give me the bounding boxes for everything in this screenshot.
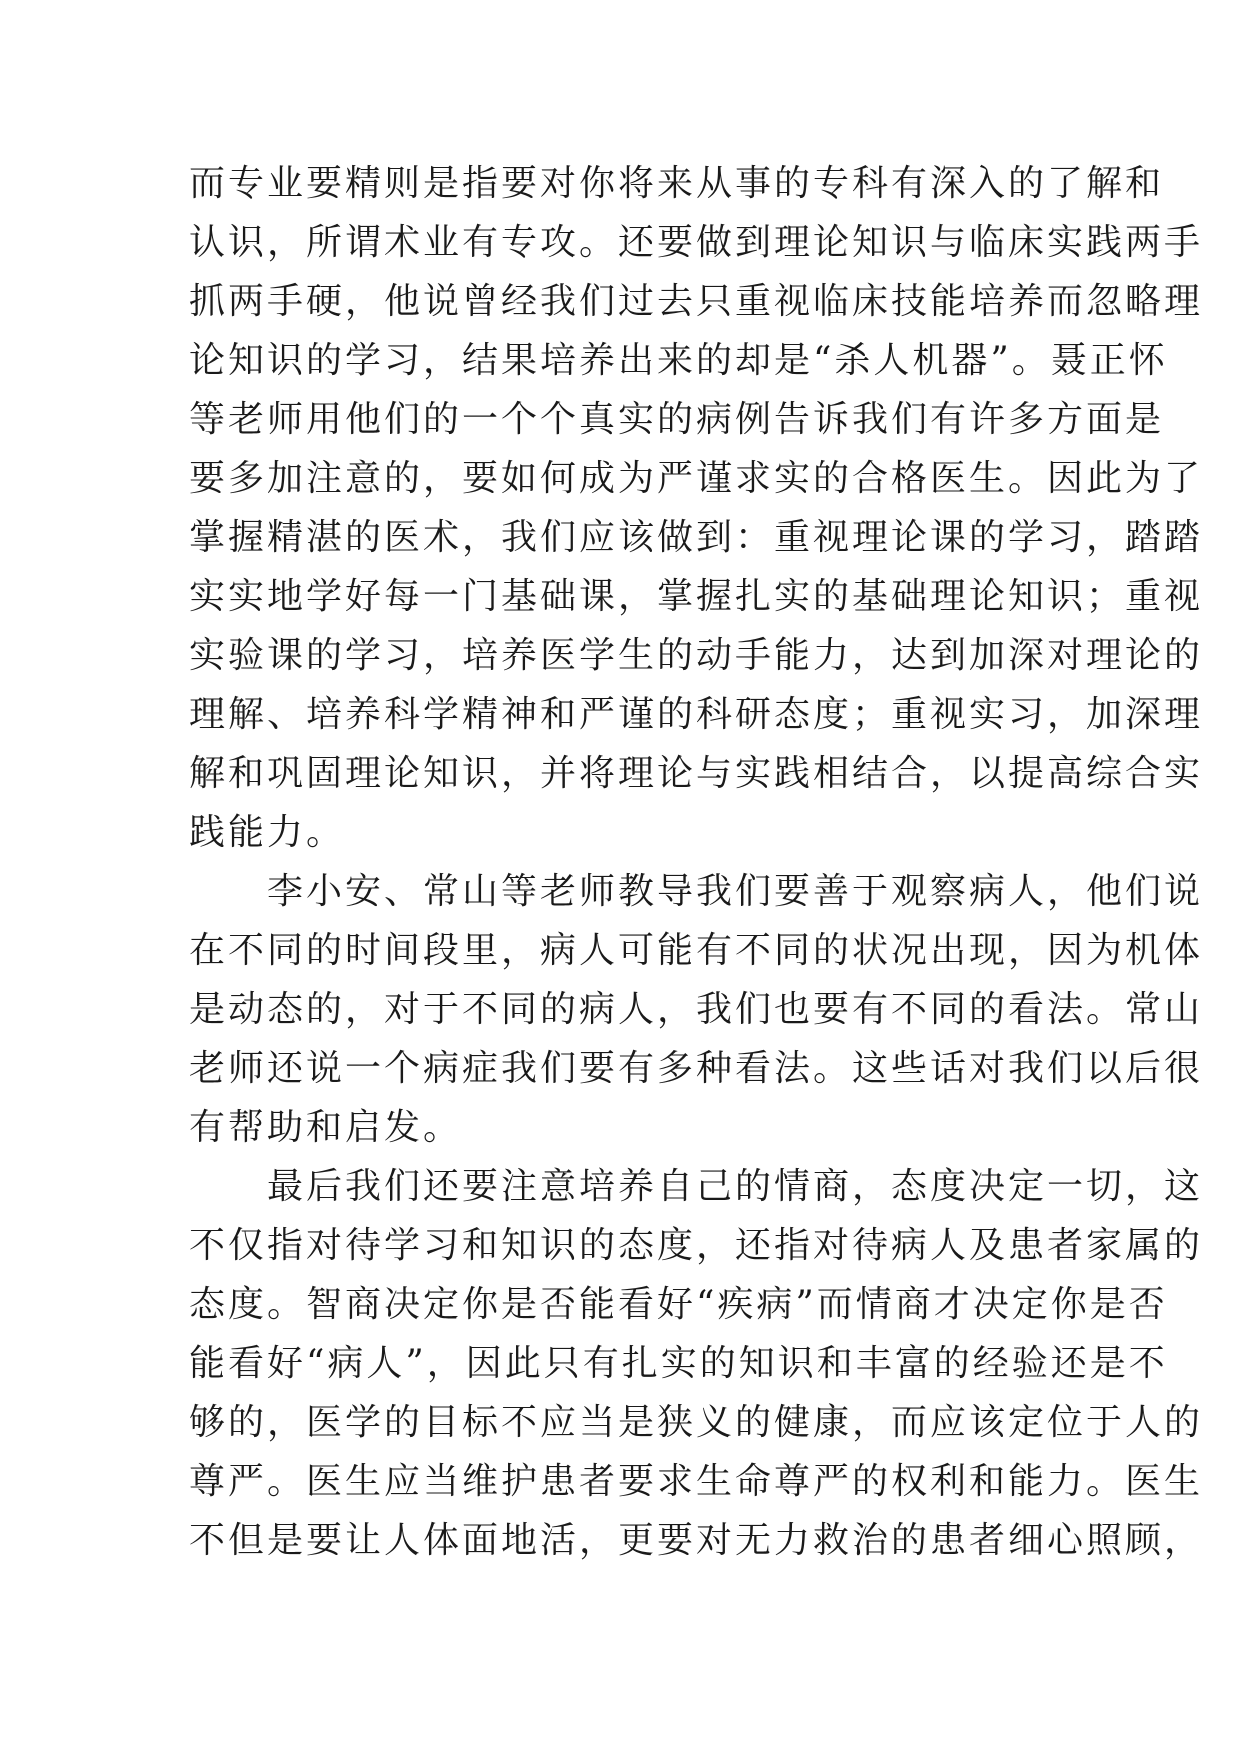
text-line: 是动态的，对于不同的病人，我们也要有不同的看法。常山 bbox=[189, 989, 1204, 1030]
text-line: 能看好“病人”，因此只有扎实的知识和丰富的经验还是不 bbox=[189, 1343, 1168, 1384]
paragraph-3 bbox=[189, 1157, 1204, 1570]
text-line: 有帮助和启发。 bbox=[189, 1107, 463, 1148]
text-line: 理解、培养科学精神和严谨的科研态度；重视实习，加深理 bbox=[189, 694, 1204, 735]
body-text bbox=[189, 154, 1204, 1570]
text-line: 认识，所谓术业有专攻。还要做到理论知识与临床实践两手 bbox=[189, 222, 1204, 263]
text-line: 实验课的学习，培养医学生的动手能力，达到加深对理论的 bbox=[189, 635, 1204, 676]
text-line: 不仅指对待学习和知识的态度，还指对待病人及患者家属的 bbox=[189, 1225, 1204, 1266]
paragraph-1 bbox=[189, 154, 1204, 862]
text-line: 抓两手硬，他说曾经我们过去只重视临床技能培养而忽略理 bbox=[189, 281, 1204, 322]
text-line: 不但是要让人体面地活，更要对无力救治的患者细心照顾， bbox=[189, 1520, 1204, 1561]
text-line: 最后我们还要注意培养自己的情商，态度决定一切，这 bbox=[267, 1166, 1204, 1207]
text-line: 态度。智商决定你是否能看好“疾病”而情商才决定你是否 bbox=[189, 1284, 1168, 1325]
text-line: 解和巩固理论知识，并将理论与实践相结合，以提高综合实 bbox=[189, 753, 1204, 794]
paragraph-2 bbox=[189, 862, 1204, 1157]
text-line: 尊严。医生应当维护患者要求生命尊严的权利和能力。医生 bbox=[189, 1461, 1204, 1502]
text-line: 实实地学好每一门基础课，掌握扎实的基础理论知识；重视 bbox=[189, 576, 1204, 617]
text-line: 而专业要精则是指要对你将来从事的专科有深入的了解和 bbox=[189, 163, 1165, 204]
text-line: 掌握精湛的医术，我们应该做到：重视理论课的学习，踏踏 bbox=[189, 517, 1204, 558]
text-line: 在不同的时间段里，病人可能有不同的状况出现，因为机体 bbox=[189, 930, 1204, 971]
text-line: 论知识的学习，结果培养出来的却是“杀人机器”。聂正怀 bbox=[189, 340, 1168, 381]
text-line: 等老师用他们的一个个真实的病例告诉我们有许多方面是 bbox=[189, 399, 1165, 440]
text-line: 老师还说一个病症我们要有多种看法。这些话对我们以后很 bbox=[189, 1048, 1204, 1089]
text-line: 要多加注意的，要如何成为严谨求实的合格医生。因此为了 bbox=[189, 458, 1204, 499]
text-line: 够的，医学的目标不应当是狭义的健康，而应该定位于人的 bbox=[189, 1402, 1204, 1443]
text-line: 李小安、常山等老师教导我们要善于观察病人，他们说 bbox=[267, 871, 1204, 912]
text-line: 践能力。 bbox=[189, 812, 346, 853]
